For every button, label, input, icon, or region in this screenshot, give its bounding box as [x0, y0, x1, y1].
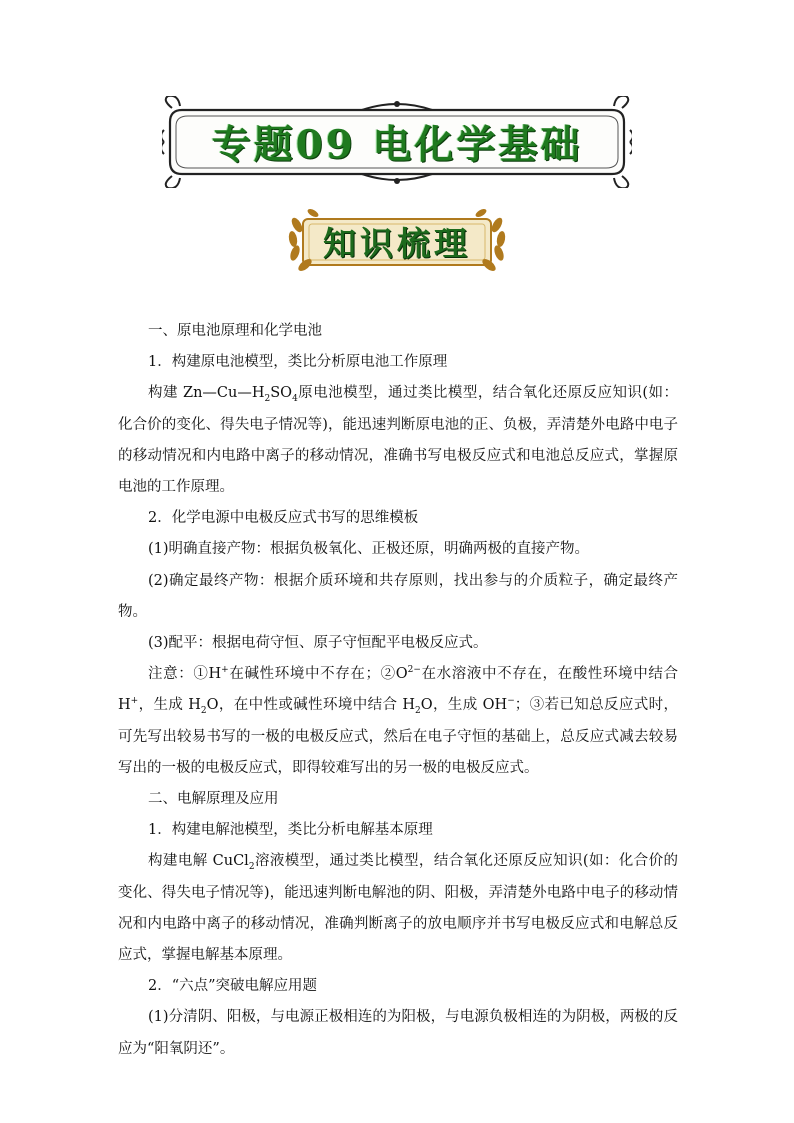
section-heading: 二、电解原理及应用: [148, 791, 279, 808]
title-banner: [162, 96, 632, 188]
badge-title: 知识梳理: [323, 223, 471, 263]
subsection-heading: 2．化学电源中电极反应式书写的思维模板: [148, 510, 419, 527]
paragraph: 构建 $Zn—Cu—H_2SO_4$原电池模型，通过类比模型，结合氧化还原反应知识(如：化合价的变化、得失电子情况等)，能迅速判断原电池的正、负极，弄清楚外电路中电子的移动情况和内电路中离子的移动情况，准确书写电极反应式和电池总反应式，掌握原电池的工作原理。: [118, 385, 678, 496]
subsection-heading: 2．“六点”突破电解应用题: [148, 978, 318, 995]
subsection-heading: 1．构建原电池模型，类比分析原电池工作原理: [148, 354, 448, 371]
knowledge-badge: [285, 205, 509, 277]
section-heading: 一、原电池原理和化学电池: [148, 323, 322, 339]
note-paragraph: 注意：①H+在碱性环境中不存在；$②O^{2-}$在水溶液中不存在，在酸性环境中结合 H+，生成 $H_2O$，在中性或碱性环境中结合 $H_2O$，生成 OH−；③若已知总反应式时，可先写出较易书写的一极的电极反应式，然后在电子守恒的基础上，总反应式减去较易写出的一极的电极反应式，即得较难写出的另一极的电极反应式。: [118, 665, 679, 776]
document-body: [118, 316, 678, 1065]
subsection-heading: 1．构建电解池模型，类比分析电解基本原理: [148, 822, 433, 839]
list-item: (3)配平：根据电荷守恒、原子守恒配平电极反应式。: [148, 635, 488, 652]
page-title: 专题09 电化学基础: [211, 122, 583, 168]
list-item: (1)明确直接产物：根据负极氧化、正极还原，明确两极的直接产物。: [148, 541, 590, 558]
list-item: (1)分清阴、阳极，与电源正极相连的为阳极，与电源负极相连的为阴极，两极的反应为“阳氧阴还”。: [118, 1009, 678, 1057]
list-item: (2)确定最终产物：根据介质环境和共存原则，找出参与的介质粒子，确定最终产物。: [118, 572, 678, 620]
paragraph: 构建电解 CuCl$_2$溶液模型，通过类比模型，结合氧化还原反应知识(如：化合价的变化、得失电子情况等)，能迅速判断电解池的阴、阳极，弄清楚外电路中电子的移动情况和内电路中离子的移动情况，准确判断离子的放电顺序并书写电极反应式和电解总反应式，掌握电解基本原理。: [118, 853, 678, 964]
